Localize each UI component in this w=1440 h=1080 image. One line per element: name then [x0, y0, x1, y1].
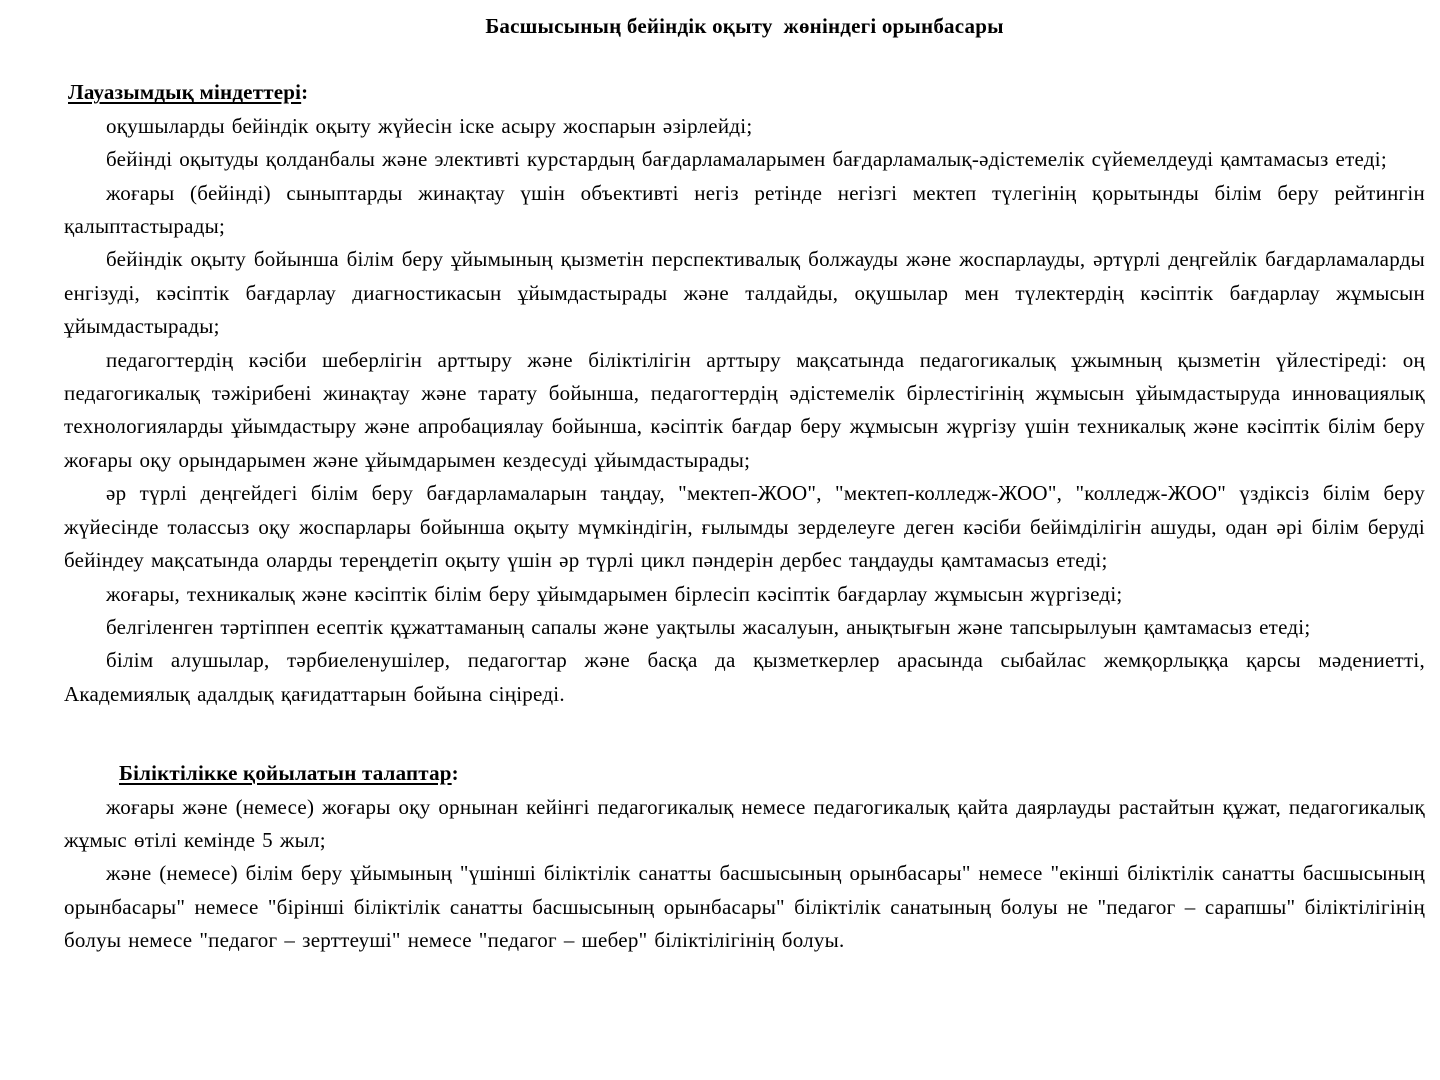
duty-paragraph: жоғары (бейінді) сыныптарды жинақтау үшін объективті негіз ретінде негізгі мектеп түлегінің қорытынды білім беру рейтингін қалыптастырады; [64, 180, 1425, 239]
duty-paragraph: бейінді оқытуды қолданбалы және элективті курстардың бағдарламаларымен бағдарламалық-әдістемелік сүйемелдеуді қамтамасыз етеді; [106, 147, 1387, 172]
duty-paragraph: жоғары, техникалық және кәсіптік білім беру ұйымдарымен бірлесіп кәсіптік бағдарлау жұмысын жүргізеді; [106, 581, 1123, 606]
duties-heading [64, 76, 1425, 109]
qualification-paragraph: жоғары және (немесе) жоғары оқу орнынан кейінгі педагогикалық немесе педагогикалық қайта даярлауды растайтын құжат, педагогикалық жұмыс өтілі кемінде 5 жыл; [64, 794, 1425, 852]
duty-paragraph: бейіндік оқыту бойынша білім беру ұйымының қызметін перспективалық болжауды және жоспарлауды, әртүрлі деңгейлік бағдарламаларды енгізуді, кәсіптік бағдарлау диагностикасын ұйымдастырады және талдайды, оқушылар мен түлектердің кәсіптік бағдарлау жұмысын ұйымдастырады; [64, 247, 1425, 339]
section-duties [64, 76, 1425, 711]
duty-paragraph: педагогтердің кәсіби шеберлігін арттыру және біліктілігін арттыру мақсатында педагогикалық ұжымның қызметін үйлестіреді: оң педагогикалық тәжірибені жинақтау және тарату бойынша, педагогтердің әдістемелік бірлестігінің жұмысын ұйымдастыруда инновациялық технологияларды ұйымдастыру және апробациялау бойынша, кәсіптік бағдар беру жұмысын жүргізу үшін техникалық және кәсіптік білім беру жоғары оқу орындарымен және ұйымдарымен кездесуді ұйымдастырады; [64, 347, 1425, 472]
section-qualifications [64, 757, 1425, 957]
qualification-paragraph: және (немесе) білім беру ұйымының "үшінші біліктілік санатты басшысының орынбасары" немесе "екінші біліктілік санатты басшысының орынбасары" немесе "бірінші біліктілік санатты басшысының орынбасары" біліктілік санатының болуы не "педагог – сарапшы" біліктілігінің болуы немесе "педагог – зерттеуші" немесе "педагог – шебер" біліктілігінің болуы. [64, 861, 1425, 953]
qualifications-heading [64, 757, 1425, 790]
duty-paragraph: әр түрлі деңгейдегі білім беру бағдарламаларын таңдау, "мектеп-ЖОО", "мектеп-колледж-ЖОО", "колледж-ЖОО" үздіксіз білім беру жүйесінде толассыз оқу жоспарлары бойынша оқыту мүмкіндігін, ғылымды зерделеуге деген кәсіби бейімділігін ашуды, одан әрі білім беруді бейіндеу мақсатында оларды тереңдетіп оқыту үшін әр түрлі цикл пәндерін дербес таңдауды қамтамасыз етеді; [64, 481, 1425, 573]
duty-paragraph: белгіленген тәртіппен есептік құжаттаманың сапалы және уақтылы жасалуын, анықтығын және тапсырылуын қамтамасыз етеді; [106, 614, 1311, 639]
qualifications-heading-colon: : [451, 761, 459, 786]
duties-heading-text: Лауазымдық міндеттері [68, 80, 302, 105]
duty-paragraph: оқушыларды бейіндік оқыту жүйесін іске асыру жоспарын әзірлейді; [106, 113, 753, 138]
duties-heading-colon: : [301, 80, 309, 105]
page-title: Басшысының бейіндік оқыту жөніндегі орынбасары [485, 14, 1004, 38]
duty-paragraph: білім алушылар, тәрбиеленушілер, педагогтар және басқа да қызметкерлер арасында сыбайлас жемқорлыққа қарсы мәдениетті, Академиялық адалдық қағидаттарын бойына сіңіреді. [64, 648, 1425, 706]
qualifications-heading-text: Біліктілікке қойылатын талаптар [119, 761, 452, 786]
